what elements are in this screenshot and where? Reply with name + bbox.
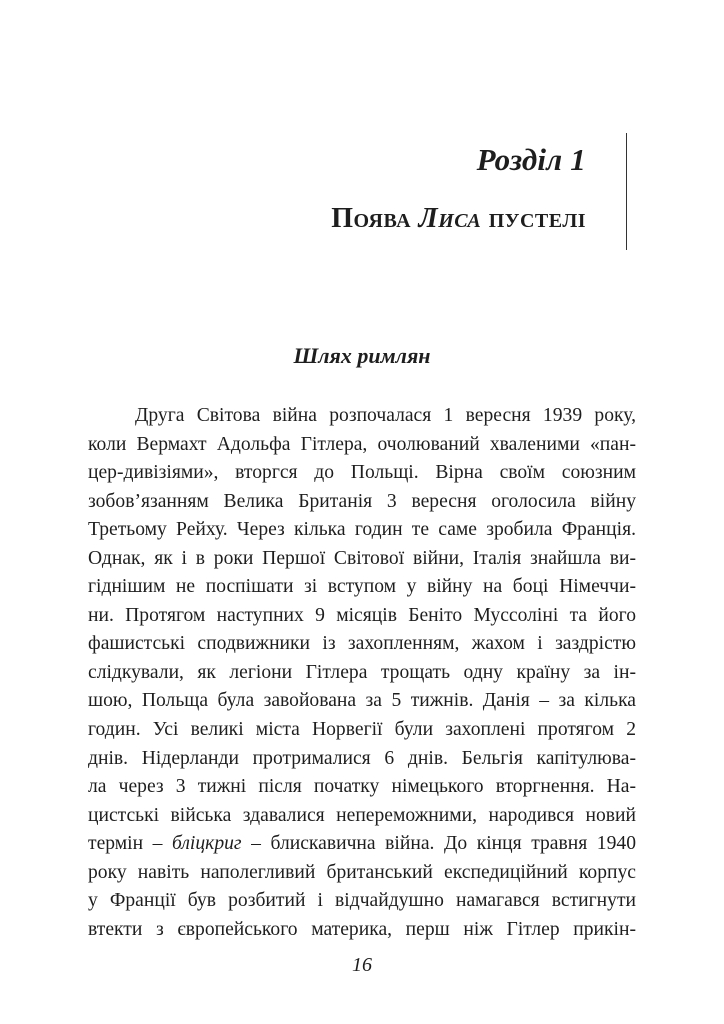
body-line: Третьому Рейху. Через кілька годин те саме зробила Франція.: [88, 519, 636, 541]
body-line: втекти з європейського материка, перш ніж Гітлер прикін-: [88, 918, 636, 940]
chapter-title-part-3: пустелі: [481, 203, 586, 234]
body-line: зобов’язанням Велика Британія 3 вересня оголосила війну: [88, 490, 636, 512]
body-line: ни. Протягом наступних 9 місяців Беніто Муссоліні та його: [88, 604, 636, 626]
body-line: коли Вермахт Адольфа Гітлера, очолюваний хваленими «пан-: [88, 433, 636, 455]
body-line: годин. Усі великі міста Норвегії були захоплені протягом 2: [88, 719, 636, 741]
body-line: року навіть наполегливий британський експедиційний корпус: [88, 861, 636, 883]
body-line: шою, Польща була завойована за 5 тижнів. Данія – за кілька: [88, 690, 636, 712]
page-number: 16: [352, 954, 372, 976]
emphasized-term: бліцкриг: [172, 833, 242, 855]
chapter-title-part-2: Лиса: [418, 203, 482, 234]
chapter-heading-rule: [626, 133, 627, 250]
body-line: фашистські сподвижники із захопленням, жахом і заздрістю: [88, 633, 636, 655]
chapter-label: Розділ 1: [476, 142, 586, 177]
body-line: цистські війська здавалися непереможними, народився новий: [88, 804, 636, 826]
body-line: [88, 830, 636, 859]
body-line: днів. Нідерланди протрималися 6 днів. Бельгія капітулюва-: [88, 747, 636, 769]
section-title: Шлях римлян: [293, 343, 431, 368]
body-text: [88, 402, 636, 944]
body-line: цер-дивізіями», вторгся до Польщі. Вірна своїм союзним: [88, 462, 636, 484]
body-line: ла через 3 тижні після початку німецького вторгнення. На-: [88, 776, 636, 798]
body-line-text: – блискавична війна. До кінця травня 1940: [241, 833, 636, 855]
body-line: у Франції був розбитий і відчайдушно намагався встигнути: [88, 890, 636, 912]
body-line-text: термін –: [88, 833, 172, 855]
chapter-title-part-1: Поява: [331, 203, 419, 234]
body-line: Однак, як і в роки Першої Світової війни, Італія знайшла ви-: [88, 547, 636, 569]
chapter-title: [331, 203, 586, 235]
body-line: Друга Світова війна розпочалася 1 вересня 1939 року,: [135, 405, 636, 426]
body-line: гіднішим не поспішати зі вступом у війну на боці Німеччи-: [88, 576, 636, 598]
body-line: слідкували, як легіони Гітлера трощать одну країну за ін-: [88, 661, 636, 683]
